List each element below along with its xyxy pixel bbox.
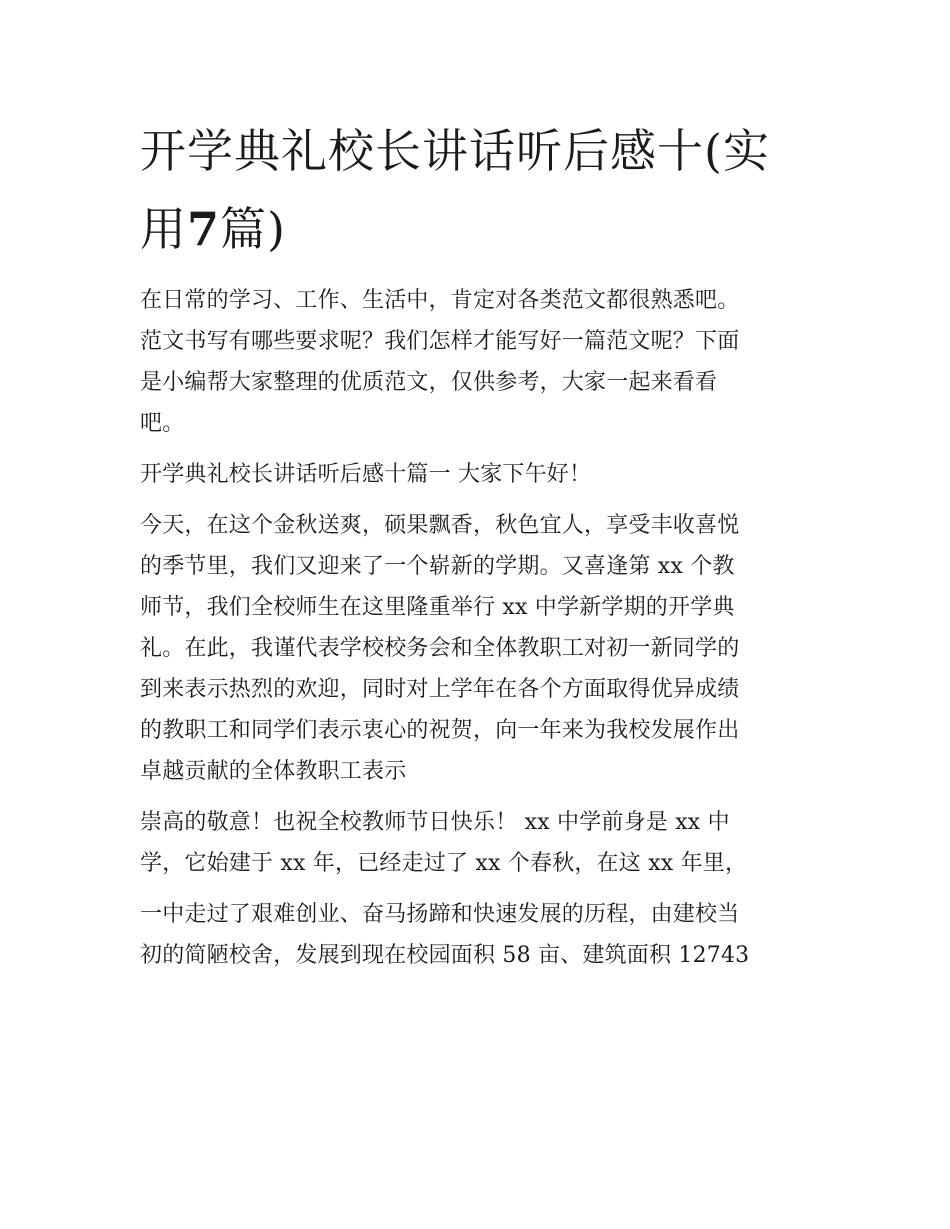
body-paragraph-3: [140, 894, 830, 976]
title-line-1: 开学典礼校长讲话听后感十(实: [140, 124, 770, 178]
section-heading: 开学典礼校长讲话听后感十篇一 大家下午好！: [140, 462, 592, 487]
document-title: [140, 112, 830, 268]
body-line: 礼。在此，我谨代表学校校务会和全体教职工对初一新同学的: [140, 636, 740, 661]
body-paragraph-2: [140, 802, 830, 884]
body-line: 学，它始建于 xx 年，已经走过了 xx 个春秋，在这 xx 年里，: [140, 851, 748, 876]
body-line: 卓越贡献的全体教职工表示: [140, 759, 407, 784]
title-line-2b: 7: [187, 202, 221, 256]
title-line-2c: 篇): [220, 202, 286, 256]
body-line: 初的简陋校舍，发展到现在校园面积 58 亩、建筑面积 12743: [140, 943, 750, 968]
document-body: [140, 280, 830, 976]
body-line: 的季节里，我们又迎来了一个崭新的学期。又喜逢第 xx 个教: [140, 554, 735, 579]
intro-line: 是小编帮大家整理的优质范文，仅供参考，大家一起来看看: [140, 370, 718, 395]
intro-line: 在日常的学习、工作、生活中，肯定对各类范文都很熟悉吧。: [140, 288, 740, 313]
body-line: 到来表示热烈的欢迎，同时对上学年在各个方面取得优异成绩: [140, 677, 740, 702]
intro-line: 范文书写有哪些要求呢？我们怎样才能写好一篇范文呢？下面: [140, 329, 740, 354]
intro-paragraph: [140, 280, 830, 444]
body-line: 的教职工和同学们表示衷心的祝贺，向一年来为我校发展作出: [140, 718, 740, 743]
intro-line: 吧。: [140, 411, 185, 436]
body-line: 崇高的敬意！也祝全校教师节日快乐！ xx 中学前身是 xx 中: [140, 810, 730, 835]
body-line: 师节，我们全校师生在这里隆重举行 xx 中学新学期的开学典: [140, 595, 735, 620]
section-heading-paragraph: [140, 454, 830, 495]
title-line-2a: 用: [140, 202, 187, 256]
body-paragraph-1: [140, 505, 830, 792]
body-line: 一中走过了艰难创业、奋马扬蹄和快速发展的历程，由建校当: [140, 902, 740, 927]
body-line: 今天，在这个金秋送爽，硕果飘香，秋色宜人，享受丰收喜悦: [140, 513, 740, 538]
